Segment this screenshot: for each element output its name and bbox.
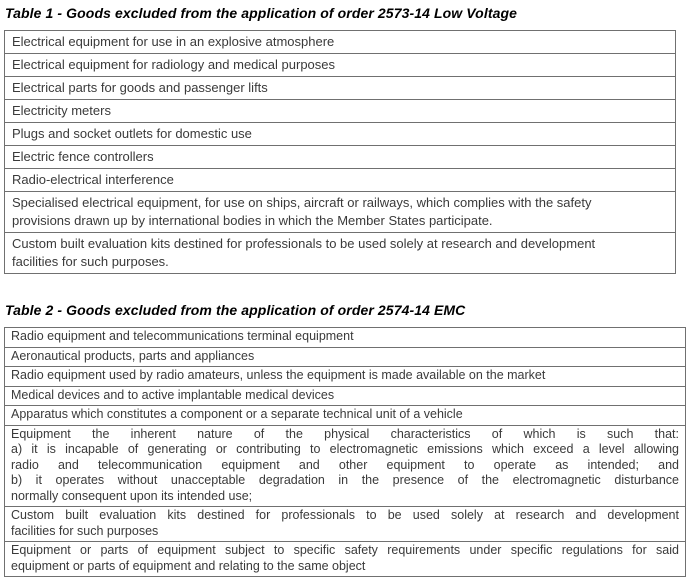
row-line: Aeronautical products, parts and appliances (11, 348, 255, 363)
table-row (5, 192, 675, 233)
row-line: facilities for such purposes (11, 523, 159, 538)
table-row (5, 233, 675, 273)
table-row (5, 77, 675, 100)
table1-excluded-goods-low-voltage (4, 30, 676, 274)
row-line: Radio equipment and telecommunications terminal equipment (11, 329, 354, 343)
table-body (5, 31, 675, 273)
table2-title: Table 2 - Goods excluded from the application of order 2574-14 EMC (5, 302, 466, 318)
row-line: Radio-electrical interference (12, 172, 174, 187)
table-row (5, 146, 675, 169)
row-line: Medical devices and to active implantable medical devices (11, 387, 335, 402)
row-line: Specialised electrical equipment, for use on ships, aircraft or railways, which complies with the safety (12, 195, 592, 210)
table-row (5, 328, 685, 348)
row-line: Electrical equipment for radiology and medical purposes (12, 57, 336, 72)
table-row (5, 406, 685, 426)
table-row (5, 367, 685, 387)
table-row (5, 100, 675, 123)
row-line: Electricity meters (12, 103, 111, 118)
row-line: radio and telecommunication equipment and other equipment to operate as intended; and (11, 457, 679, 472)
row-line: normally consequent upon its intended use; (11, 488, 253, 503)
row-line: a) it is incapable of generating or contributing to electromagnetic emissions which exceed a level allowing (11, 442, 679, 456)
table-row (5, 54, 675, 77)
table2-excluded-goods-emc (4, 327, 686, 577)
row-line: Custom built evaluation kits destined for professionals to be used solely at research and development (12, 236, 596, 251)
table-row (5, 387, 685, 407)
row-line: Plugs and socket outlets for domestic use (12, 126, 252, 141)
row-line: Custom built evaluation kits destined for professionals to be used solely at research and development (11, 508, 679, 522)
table-row (5, 348, 685, 368)
table1-title: Table 1 - Goods excluded from the application of order 2573-14 Low Voltage (5, 5, 518, 21)
row-line: equipment or parts of equipment and relating to the same object (11, 558, 366, 573)
table-row (5, 507, 685, 542)
row-line: Electrical equipment for use in an explosive atmosphere (12, 34, 335, 49)
row-line: Electrical parts for goods and passenger lifts (12, 80, 268, 95)
table-row (5, 169, 675, 192)
table-row (5, 31, 675, 54)
table-row (5, 426, 685, 508)
row-line: Radio equipment used by radio amateurs, unless the equipment is made available on the market (11, 368, 546, 382)
row-line: Apparatus which constitutes a component or a separate technical unit of a vehicle (11, 407, 463, 421)
row-line: Equipment or parts of equipment subject to specific safety requirements under specific regulations for said (11, 543, 679, 557)
row-line: Equipment the inherent nature of the physical characteristics of which is such that: (11, 426, 679, 441)
table-row (5, 123, 675, 146)
row-line: b) it operates without unacceptable degradation in the presence of the electromagnetic disturbance (11, 473, 679, 487)
table-row (5, 542, 685, 576)
row-line: facilities for such purposes. (12, 254, 169, 269)
table-body (5, 328, 685, 576)
row-line: provisions drawn up by international bodies in which the Member States participate. (12, 213, 493, 228)
row-line: Electric fence controllers (12, 149, 154, 164)
